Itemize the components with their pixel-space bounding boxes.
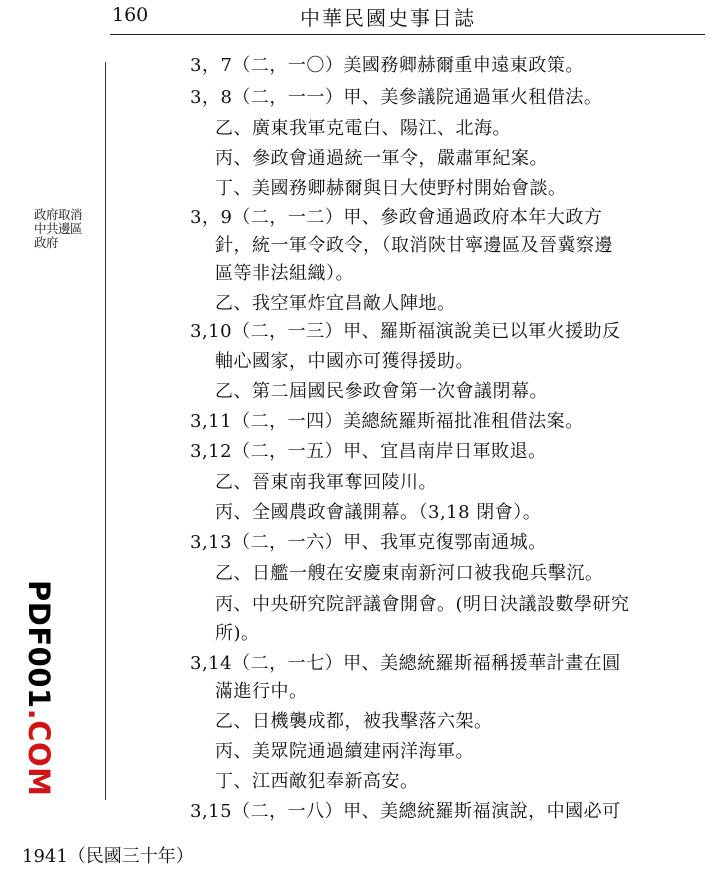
entry-line: 丙、美眾院通過續建兩洋海軍。 (215, 741, 474, 762)
entry-line: 3,12（二，一五）甲、宜昌南岸日軍敗退。 (190, 441, 547, 462)
side-note-line: 中共邊區 (34, 221, 83, 236)
running-title: 中華民國史事日誌 (300, 6, 476, 30)
side-note (34, 208, 106, 250)
watermark (22, 580, 56, 796)
side-note-line: 政府取消 (34, 207, 83, 222)
entry-line: 乙、廣東我軍克電白、陽江、北海。 (215, 118, 511, 139)
footer-year: 1941（民國三十年） (22, 846, 194, 867)
entry-line: 丙、全國農政會議開幕。（3,18 閉會）。 (215, 502, 542, 523)
margin-rule (105, 62, 106, 800)
entry-line: 針，統一軍令政令，（取消陝甘寧邊區及晉冀察邊 (215, 235, 613, 256)
entry-line: 區等非法組織）。 (215, 263, 354, 284)
entry-line: 3,13（二，一六）甲、我軍克復鄂南通城。 (190, 532, 547, 553)
entry-line: 乙、日艦一艘在安慶東南新河口被我砲兵擊沉。 (215, 563, 604, 584)
entry-line: 3，8（二，一一）甲、美參議院通過軍火租借法。 (190, 87, 603, 108)
entry-line: 丙、參政會通過統一軍令，嚴肅軍紀案。 (215, 148, 548, 169)
entry-line: 軸心國家，中國亦可獲得援助。 (215, 351, 474, 372)
entry-line: 3，9（二，一二）甲、參政會通過政府本年大政方 (190, 207, 603, 228)
entry-line: 丁、美國務卿赫爾與日大使野村開始會談。 (215, 178, 567, 199)
header-rule (110, 34, 705, 35)
watermark-suffix: .COM (22, 708, 56, 797)
entry-line: 3,14（二，一七）甲、美總統羅斯福稱援華計畫在圓 (190, 653, 621, 674)
entry-line: 3,10（二，一三）甲、羅斯福演說美已以軍火援助反 (190, 321, 621, 342)
page-number: 160 (112, 4, 149, 26)
entry-line: 3,11（二，一四）美總統羅斯福批准租借法案。 (190, 411, 584, 432)
entry-line: 乙、日機襲成都，被我擊落六架。 (215, 711, 493, 732)
entry-line: 丙、中央研究院評議會開會。(明日決議設數學研究 (215, 594, 630, 615)
entry-line: 所)。 (215, 623, 260, 644)
entry-line: 乙、晉東南我軍奪回陵川。 (215, 472, 437, 493)
entry-line: 滿進行中。 (215, 681, 308, 702)
entry-line: 3,15（二，一八）甲、美總統羅斯福演說，中國必可 (190, 801, 621, 822)
entry-line: 3，7（二，一〇）美國務卿赫爾重申遠東政策。 (190, 55, 584, 76)
entry-line: 乙、我空軍炸宜昌敵人陣地。 (215, 293, 456, 314)
entry-line: 乙、第二屆國民參政會第一次會議閉幕。 (215, 381, 548, 402)
watermark-main: PDF001 (22, 580, 56, 709)
entry-line: 丁、江西敵犯奉新高安。 (215, 771, 419, 792)
side-note-line: 政府 (34, 235, 59, 250)
